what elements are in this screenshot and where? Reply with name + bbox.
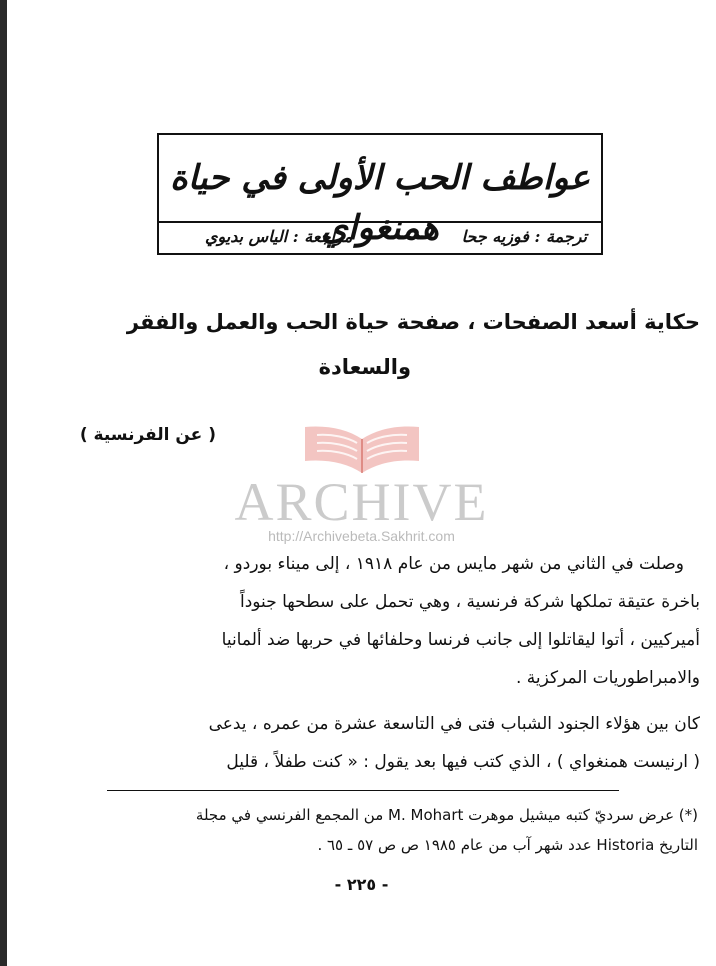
paragraph-line: ( ارنيست همنغواي ) ، الذي كتب فيها بعد يقول : « كنت طفلاً ، قليل xyxy=(226,752,700,772)
page-number: - ٢٢٥ - xyxy=(334,875,389,894)
watermark-url: http://Archivebeta.Sakhrit.com xyxy=(268,528,455,544)
paragraph-2 xyxy=(100,705,700,781)
article-title: عواطف الحب الأولى في حياة همنغواي xyxy=(169,158,591,248)
source-language-note: ( عن الفرنسية ) xyxy=(79,425,216,445)
translator-credit: ترجمة : فوزيه جحا xyxy=(461,227,587,246)
paragraph-1 xyxy=(100,545,700,697)
reviewer-credit: مراجعة : الياس بديوي xyxy=(205,227,353,246)
scan-edge xyxy=(0,0,7,966)
paragraph-line: باخرة عتيقة تملكها شركة فرنسية ، وهي تحمل على سطحها جنوداً xyxy=(239,592,700,612)
headline-line-2: والسعادة xyxy=(318,355,411,379)
footnote-line: التاريخ Historia عدد شهر آب من عام ١٩٨٥ ص ص ٥٧ ـ ٦٥ . xyxy=(317,836,698,854)
paragraph-line: أميركيين ، أتوا ليقاتلوا إلى جانب فرنسا وحلفائها في حربها ضد ألمانيا xyxy=(221,630,700,650)
document-page xyxy=(7,0,716,966)
footnote-divider xyxy=(107,790,619,791)
watermark-word: ARCHIVE xyxy=(234,472,489,532)
paragraph-line: والامبراطوريات المركزية . xyxy=(515,668,700,688)
title-divider xyxy=(159,221,601,223)
paragraph-line: وصلت في الثاني من شهر مايس من عام ١٩١٨ ، إلى ميناء بوردو ، xyxy=(223,554,684,574)
headline-line-1: حكاية أسعد الصفحات ، صفحة حياة الحب والعمل والفقر xyxy=(126,310,700,334)
footnote-line: (*) عرض سرديّ كتبه ميشيل موهرت M. Mohart من المجمع الفرنسي في مجلة xyxy=(195,806,698,824)
footnote xyxy=(102,800,698,860)
open-book-icon xyxy=(297,415,427,477)
archive-watermark xyxy=(7,415,716,555)
title-box xyxy=(157,133,603,255)
paragraph-line: كان بين هؤلاء الجنود الشباب فتى في التاسعة عشرة من عمره ، يدعى xyxy=(208,714,700,734)
